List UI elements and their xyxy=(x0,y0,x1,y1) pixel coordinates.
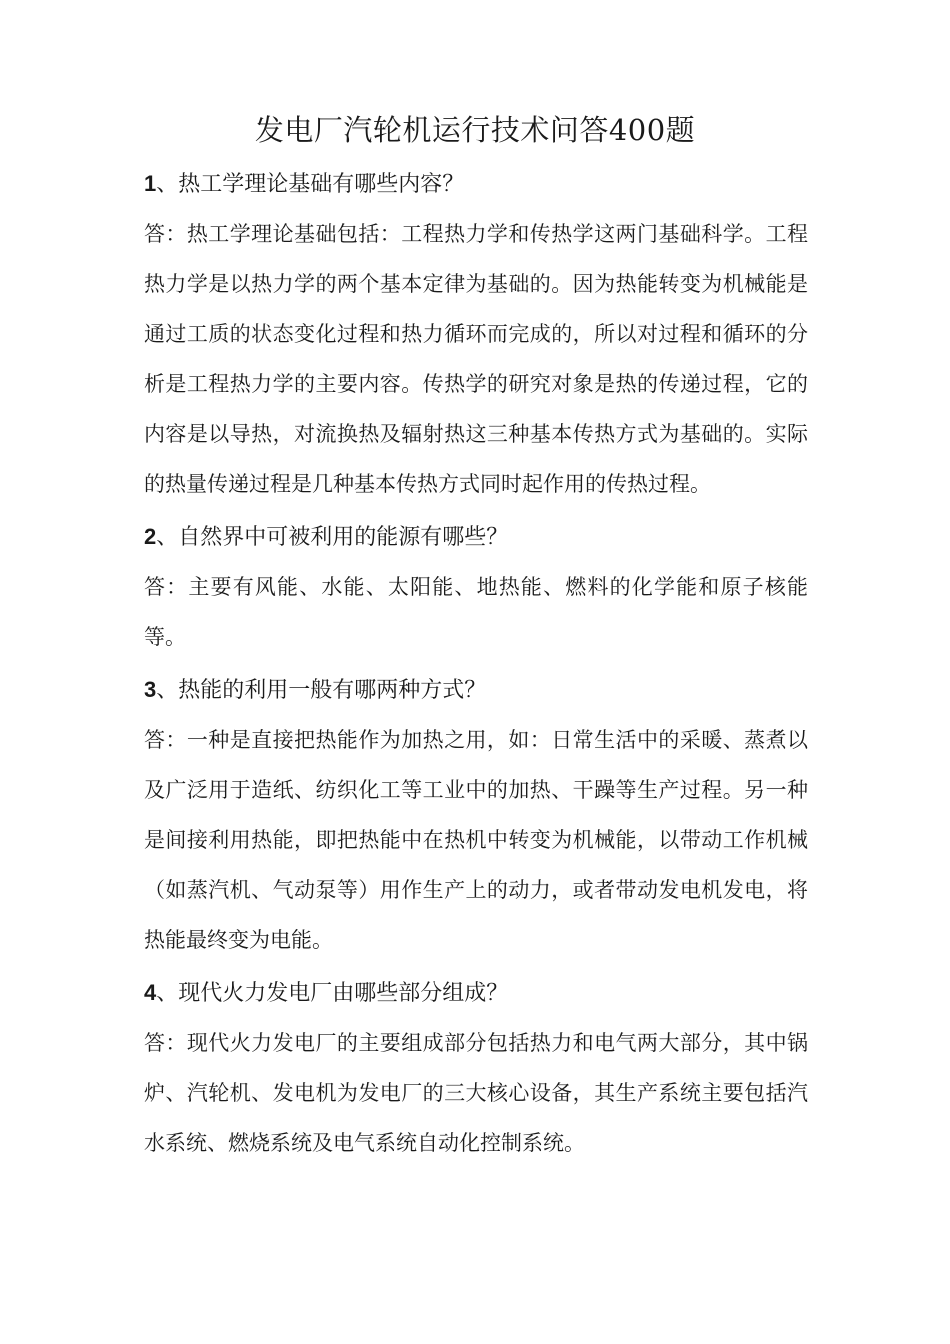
question-text: 、自然界中可被利用的能源有哪些？ xyxy=(156,525,509,550)
qa-item-2 xyxy=(144,513,808,662)
answer-1: 答：热工学理论基础包括：工程热力学和传热学这两门基础科学。工程热力学是以热力学的两个基本定律为基础的。因为热能转变为机械能是通过工质的状态变化过程和热力循环而完成的，所以对过程和循环的分析是工程热力学的主要内容。传热学的研究对象是热的传递过程，它的内容是以导热，对流换热及辐射热这三种基本传热方式为基础的。实际的热量传递过程是几种基本传热方式同时起作用的传热过程。 xyxy=(144,222,808,496)
qa-item-3 xyxy=(144,666,808,965)
answer-3: 答：一种是直接把热能作为加热之用，如：日常生活中的采暖、蒸煮以及广泛用于造纸、纺织化工等工业中的加热、干躁等生产过程。另一种是间接利用热能，即把热能中在热机中转变为机械能，以带动工作机械（如蒸汽机、气动泵等）用作生产上的动力，或者带动发电机发电，将热能最终变为电能。 xyxy=(144,728,808,952)
document-body xyxy=(144,160,808,1172)
question-text: 、热工学理论基础有哪些内容？ xyxy=(156,172,465,197)
question-text: 、现代火力发电厂由哪些部分组成？ xyxy=(156,981,509,1006)
answer-2: 答：主要有风能、水能、太阳能、地热能、燃料的化学能和原子核能等。 xyxy=(144,575,808,649)
answer-4: 答：现代火力发电厂的主要组成部分包括热力和电气两大部分，其中锅炉、汽轮机、发电机为发电厂的三大核心设备，其生产系统主要包括汽水系统、燃烧系统及电气系统自动化控制系统。 xyxy=(144,1031,808,1155)
qa-item-1 xyxy=(144,160,808,509)
question-number: 2 xyxy=(144,524,157,549)
qa-item-4 xyxy=(144,969,808,1168)
question-number: 3 xyxy=(144,677,157,702)
question-1 xyxy=(144,160,808,209)
question-2 xyxy=(144,513,808,562)
question-text: 、热能的利用一般有哪两种方式？ xyxy=(156,678,487,703)
question-3 xyxy=(144,666,808,715)
question-number: 1 xyxy=(144,171,157,196)
question-4 xyxy=(144,969,808,1018)
document-title: 发电厂汽轮机运行技术问答400题 xyxy=(254,113,696,147)
question-number: 4 xyxy=(144,980,157,1005)
